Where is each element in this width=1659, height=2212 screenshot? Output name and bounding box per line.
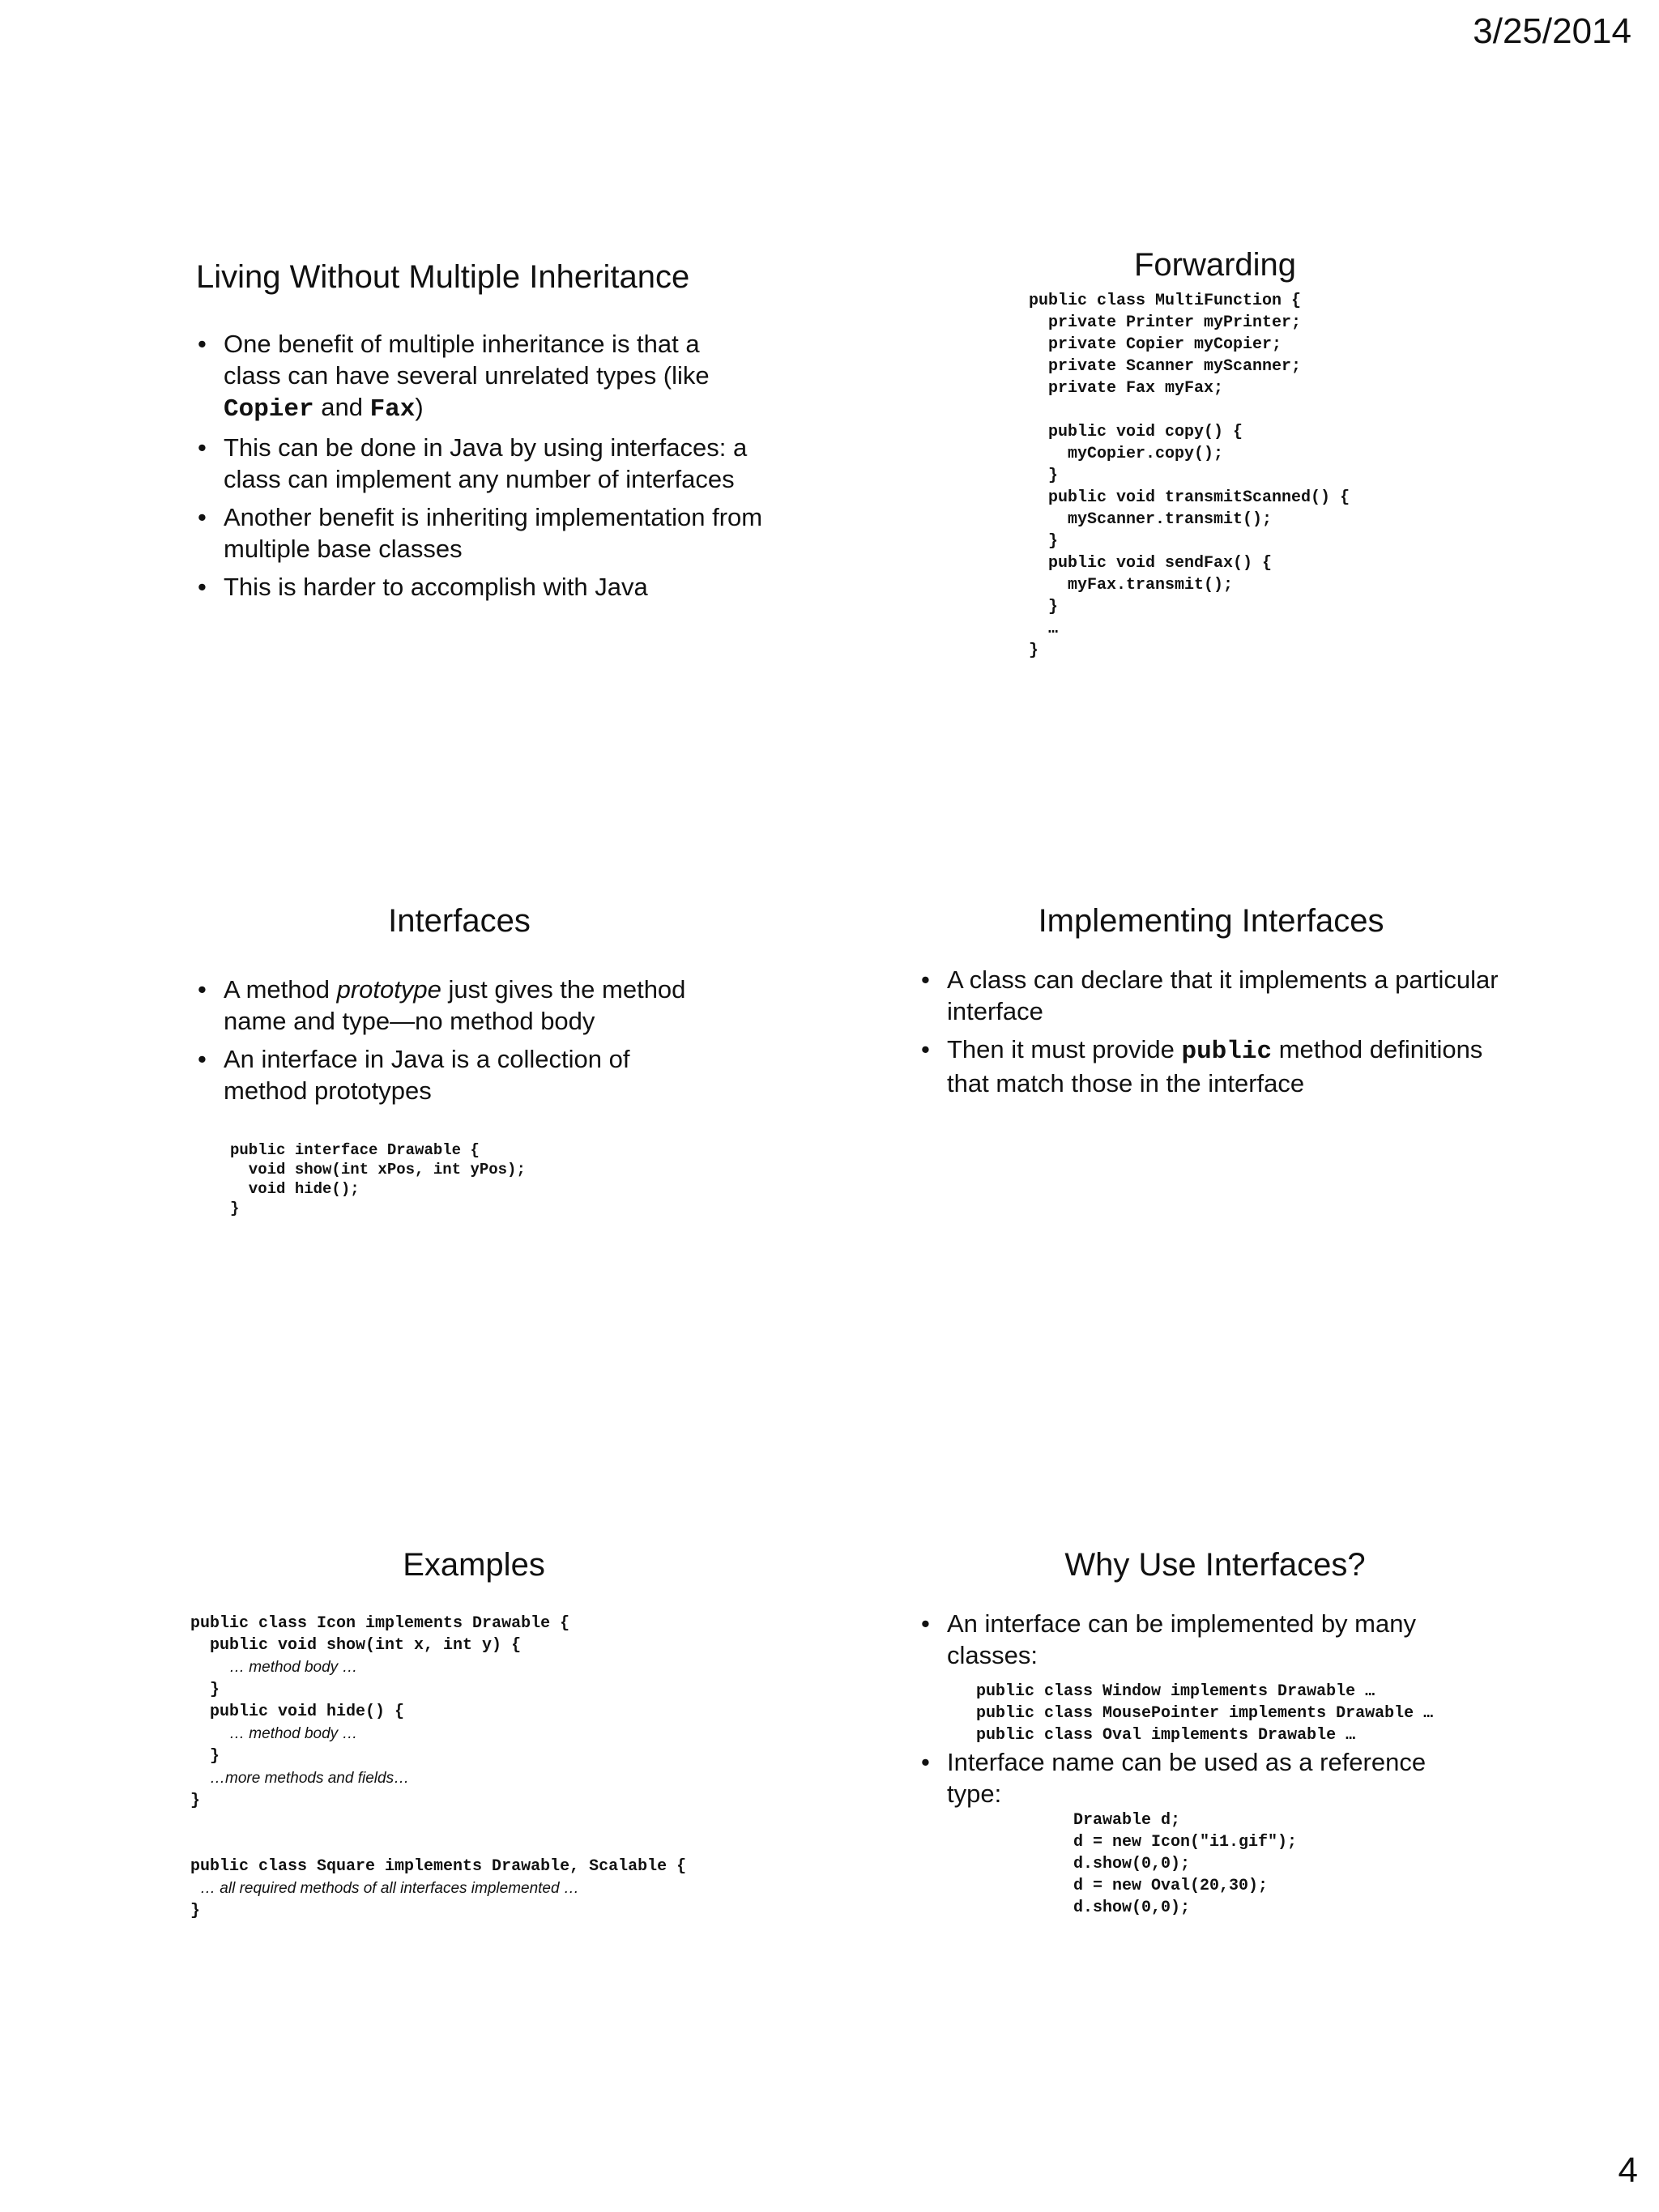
bullet-item: • A class can declare that it implements a particular interface — [919, 964, 1503, 1027]
code-line: public void transmitScanned() { — [1029, 488, 1350, 507]
slide-title: Examples — [403, 1547, 545, 1583]
bullet-item: • A method prototype just gives the method name and type—no method body — [196, 974, 714, 1037]
code-line: … method body … — [229, 1659, 358, 1676]
code-line: private Copier myCopier; — [1029, 335, 1282, 354]
code-line: void hide(); — [230, 1180, 360, 1198]
bullet-item: • This can be done in Java by using interfaces: a class can implement any number of interfaces — [196, 432, 763, 495]
code-line: } — [190, 1747, 220, 1766]
slide-title: Forwarding — [1133, 247, 1297, 283]
bullet-list — [919, 964, 1503, 1099]
code-block — [976, 1681, 1511, 1746]
code-line: } — [230, 1200, 240, 1217]
slide-title: Living Without Multiple Inheritance — [196, 259, 690, 295]
slide-title: Why Use Interfaces? — [1064, 1547, 1366, 1583]
code-line: public void hide() { — [190, 1703, 405, 1721]
bullet-item: • One benefit of multiple inheritance is that a class can have several unrelated types (like Copier and Fax) — [196, 328, 763, 425]
code-line: … method body … — [229, 1725, 358, 1742]
bullet-list — [919, 1746, 1486, 1809]
code-line: d = new Oval(20,30); — [1073, 1877, 1269, 1895]
bullet-item: • An interface in Java is a collection of method prototypes — [196, 1043, 714, 1106]
code-line: public class Window implements Drawable … — [976, 1682, 1375, 1701]
code-line: public void sendFax() { — [1029, 554, 1273, 573]
code-line: void show(int xPos, int yPos); — [230, 1161, 526, 1178]
slide-title: Interfaces — [388, 903, 531, 939]
code-line: private Scanner myScanner; — [1029, 357, 1302, 376]
code-line: d.show(0,0); — [1073, 1899, 1191, 1917]
code-line: public class Square implements Drawable, Scalable { — [190, 1857, 687, 1876]
code-line: } — [1029, 598, 1059, 616]
slide-interfaces — [196, 903, 723, 1357]
bullet-item: • Interface name can be used as a reference type: — [919, 1746, 1486, 1809]
code-line: … all required methods of all interfaces implemented … — [200, 1880, 579, 1897]
code-line: public class Oval implements Drawable … — [976, 1726, 1356, 1745]
code-line — [1029, 399, 1539, 421]
code-line: } — [190, 1681, 220, 1699]
page-date: 3/25/2014 — [1473, 11, 1631, 51]
code-block — [230, 1140, 723, 1218]
code-block — [1073, 1809, 1511, 1919]
bullet-list — [196, 328, 763, 603]
code-line: d = new Icon("i1.gif"); — [1073, 1833, 1298, 1852]
code-line: myScanner.transmit(); — [1029, 510, 1273, 529]
code-line: private Fax myFax; — [1029, 379, 1224, 398]
code-line: public class MultiFunction { — [1029, 292, 1302, 310]
slide-implementing-interfaces — [919, 903, 1503, 1357]
bullet-item: • Then it must provide public method definitions that match those in the interface — [919, 1034, 1503, 1099]
slide-why-use-interfaces — [919, 1547, 1511, 2001]
slide-forwarding — [891, 247, 1539, 701]
slide-examples — [190, 1547, 757, 2001]
code-line: } — [1029, 641, 1039, 660]
code-line: } — [1029, 532, 1059, 551]
code-line: public void copy() { — [1029, 423, 1243, 441]
code-line: public void show(int x, int y) { — [190, 1636, 522, 1655]
bullet-item: • An interface can be implemented by many classes: — [919, 1608, 1486, 1671]
code-block — [190, 1613, 757, 1812]
code-line: myFax.transmit(); — [1029, 576, 1234, 595]
code-line: } — [1029, 467, 1059, 485]
code-line: d.show(0,0); — [1073, 1855, 1191, 1873]
code-line: public class MousePointer implements Drawable … — [976, 1704, 1434, 1723]
code-line: myCopier.copy(); — [1029, 445, 1224, 463]
code-line: … — [1029, 620, 1059, 638]
slide-title: Implementing Interfaces — [1038, 903, 1384, 939]
bullet-list — [196, 974, 714, 1106]
code-line: public class Icon implements Drawable { — [190, 1614, 570, 1633]
bullet-item: • This is harder to accomplish with Java — [196, 571, 763, 603]
code-line: Drawable d; — [1073, 1811, 1181, 1830]
bullet-list — [919, 1608, 1486, 1671]
bullet-item: • Another benefit is inheriting implementation from multiple base classes — [196, 501, 763, 565]
code-line: public interface Drawable { — [230, 1141, 480, 1159]
code-line: private Printer myPrinter; — [1029, 313, 1302, 332]
code-block — [1029, 290, 1539, 662]
code-line: } — [190, 1902, 201, 1920]
page-number: 4 — [1618, 2150, 1638, 2190]
code-line: …more methods and fields… — [210, 1770, 410, 1787]
code-line: } — [190, 1792, 201, 1810]
slide-living-without-multiple-inheritance — [196, 259, 844, 713]
code-block — [190, 1856, 757, 1922]
